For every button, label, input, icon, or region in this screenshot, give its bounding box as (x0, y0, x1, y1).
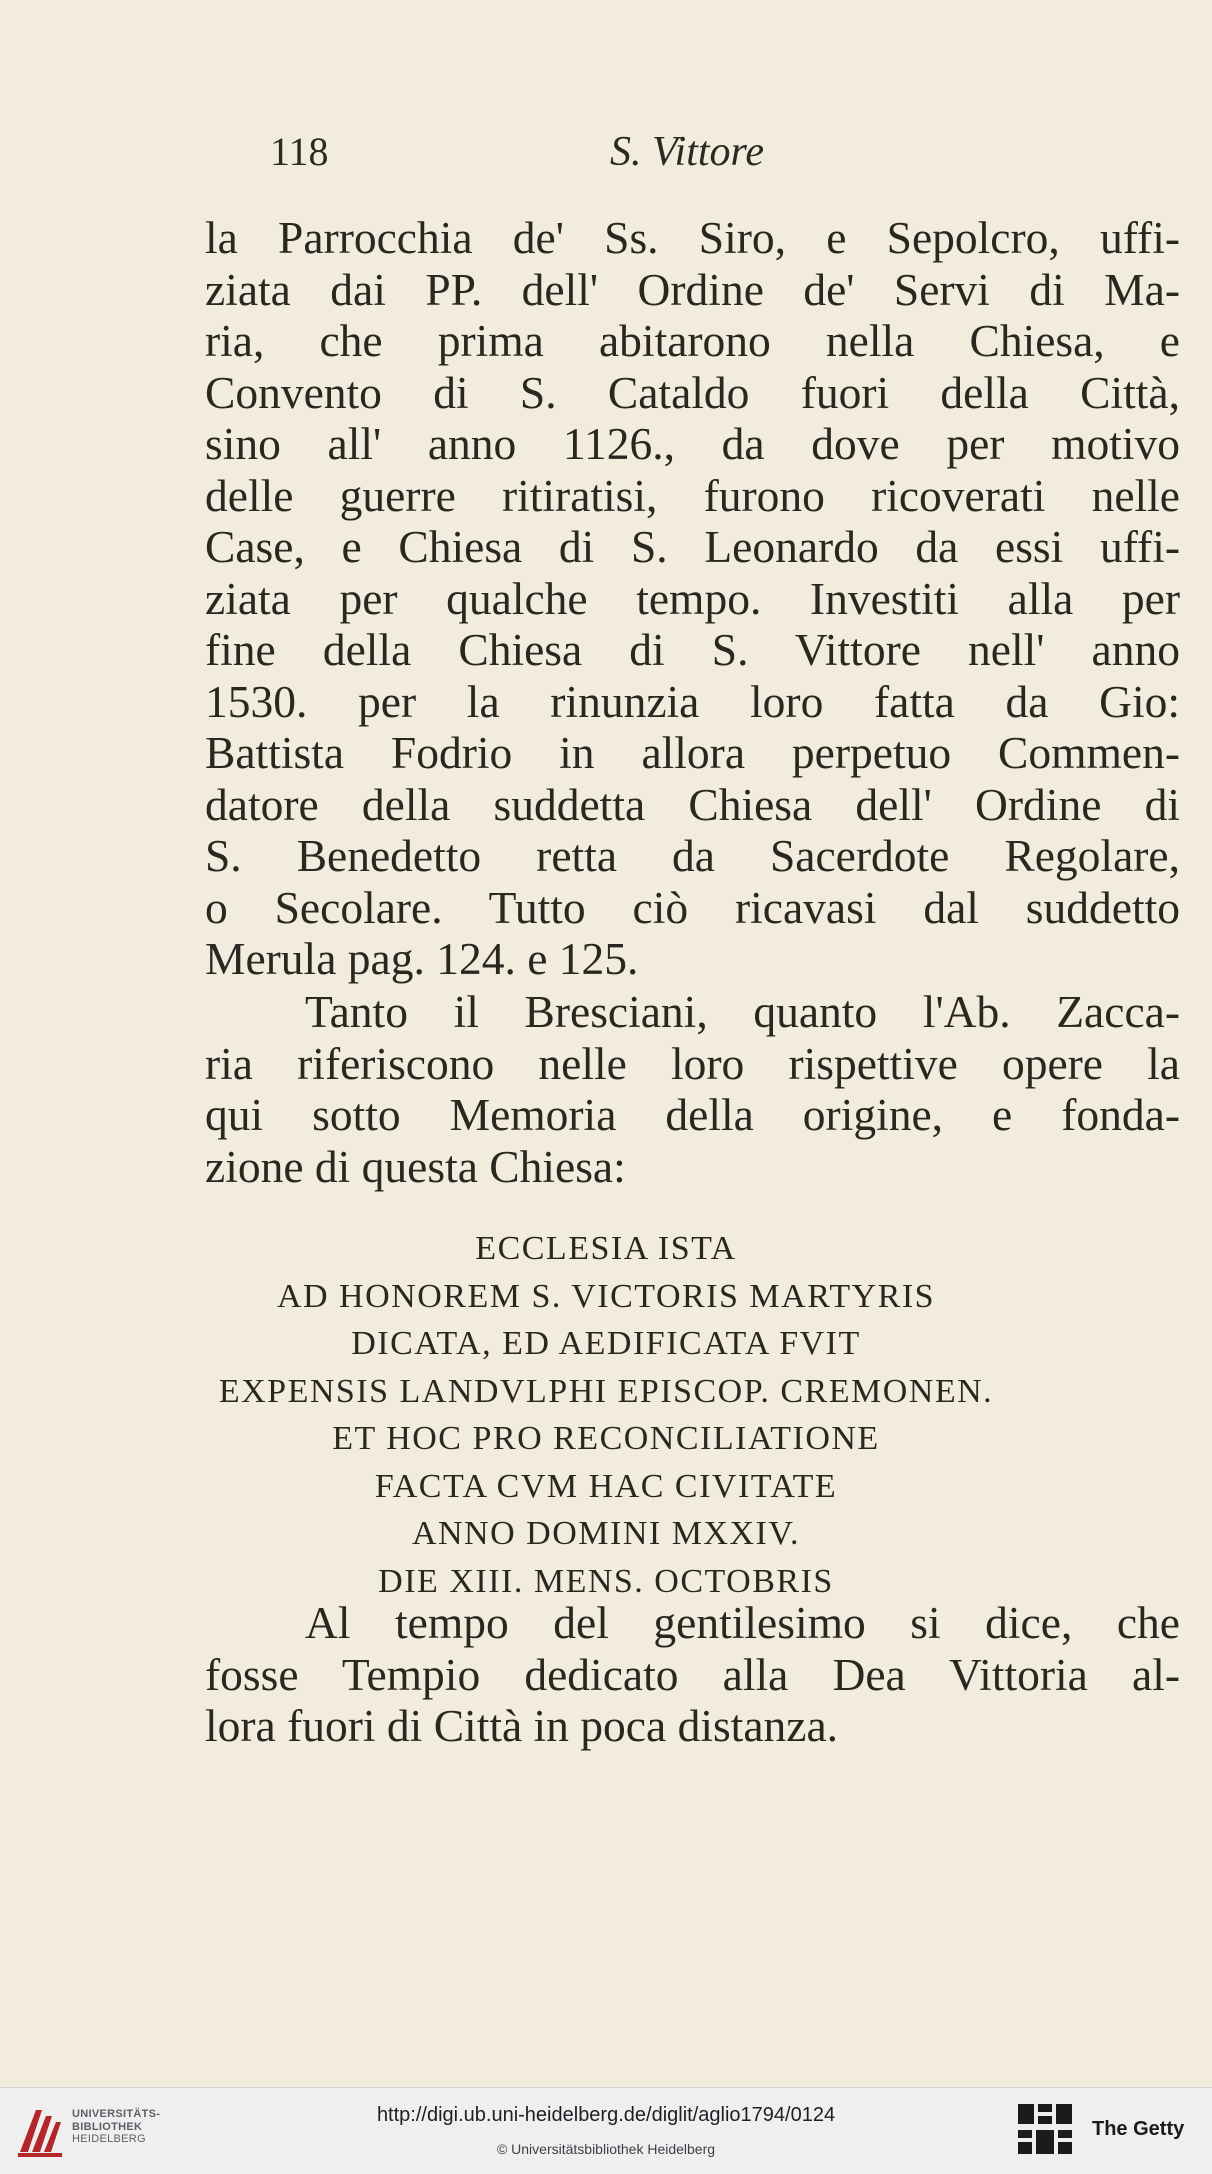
text-line: ria, che prima abitarono nella Chiesa, e (205, 315, 1180, 366)
text-line: delle guerre ritiratisi, furono ricoverati nelle (205, 469, 1180, 521)
inscription-line: ECCLESIA ISTA (475, 1230, 737, 1267)
inscription-line: ET HOC PRO RECONCILIATIONE (332, 1420, 880, 1457)
inscription-line: FACTA CVM HAC CIVITATE (374, 1467, 838, 1505)
text-line: ziata per qualche tempo. Investiti alla per (205, 572, 1180, 624)
text-line: S. Benedetto retta da Sacerdote Regolare, (205, 830, 1180, 881)
copyright-notice: © Universitätsbibliothek Heidelberg (496, 2141, 716, 2157)
text-line: ziata dai PP. dell' Ordine de' Servi di Ma- (205, 263, 1180, 315)
text-line: Case, e Chiesa di S. Leonardo da essi uffi- (205, 521, 1180, 572)
text-line: o Secolare. Tutto ciò ricavasi dal suddetto (205, 881, 1180, 933)
text-line: 1530. per la rinunzia loro fatta da Gio: (205, 675, 1180, 727)
text-line: lora fuori di Città in poca distanza. (205, 1700, 839, 1751)
text-line: Battista Fodrio in allora perpetuo Commen- (205, 727, 1180, 778)
inscription-line: ANNO DOMINI MXXIV. (411, 1515, 801, 1552)
library-name-line: BIBLIOTHEK (72, 2120, 143, 2133)
viewer-footer (0, 2087, 1212, 2174)
page-number: 118 (270, 129, 329, 174)
paragraph-3 (205, 1597, 1180, 1752)
text-line: ria riferiscono nelle loro rispettive opere la (205, 1037, 1180, 1089)
running-head: S. Vittore (610, 129, 764, 175)
text-line: Convento di S. Cataldo fuori della Città, (205, 366, 1180, 418)
inscription-line: DICATA, ED AEDIFICATA FVIT (351, 1325, 861, 1362)
paragraph-1 (205, 212, 1180, 985)
text-line: Tanto il Bresciani, quanto l'Ab. Zacca- (305, 986, 1180, 1037)
library-name-line: HEIDELBERG (72, 2133, 146, 2145)
text-line: zione di questa Chiesa: (205, 1140, 626, 1192)
text-line: la Parrocchia de' Ss. Siro, e Sepolcro, uffi- (205, 212, 1180, 263)
getty-logo-icon (1018, 2104, 1072, 2160)
text-line: fosse Tempio dedicato alla Dea Vittoria al- (205, 1648, 1180, 1700)
text-line: qui sotto Memoria della origine, e fonda- (205, 1089, 1180, 1140)
text-line: Al tempo del gentilesimo si dice, che (305, 1597, 1180, 1648)
text-line: datore della suddetta Chiesa dell' Ordine di (205, 778, 1180, 830)
library-name-line: UNIVERSITÄTS- (72, 2108, 161, 2120)
latin-inscription (0, 1225, 1212, 1605)
page-header (0, 120, 1212, 180)
text-line: sino all' anno 1126., da dove per motivo (205, 418, 1180, 469)
permalink-url[interactable]: http://digi.ub.uni-heidelberg.de/diglit/aglio1794/0124 (376, 2104, 836, 2126)
inscription-line: DIE XIII. MENS. OCTOBRIS (378, 1562, 834, 1600)
partner-name: The Getty (1092, 2118, 1185, 2140)
paragraph-2 (205, 986, 1180, 1192)
text-line: fine della Chiesa di S. Vittore nell' anno (205, 624, 1180, 675)
inscription-line: EXPENSIS LANDVLPHI EPISCOP. CREMONEN. (218, 1372, 994, 1410)
text-line: Merula pag. 124. e 125. (205, 933, 639, 984)
inscription-line: AD HONOREM S. VICTORIS MARTYRIS (276, 1277, 936, 1315)
